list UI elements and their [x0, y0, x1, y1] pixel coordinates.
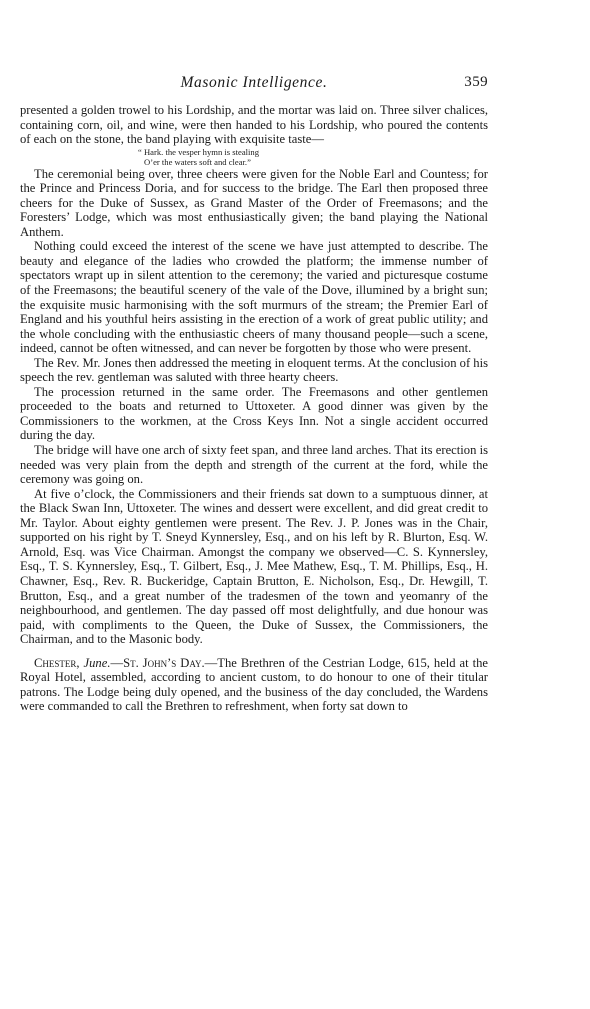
book-page — [20, 74, 488, 714]
verse-line: “ Hark. the vesper hymn is stealing — [138, 146, 259, 157]
paragraph-trowel: presented a golden trowel to his Lordship, and the mortar was laid on. Three silver chalices, containing corn, oil, and wine, were then handed to his Lordship, who poured the contents of each on the stone, the band playing with exquisite taste— — [20, 103, 488, 147]
verse-line: O’er the waters soft and clear.” — [144, 156, 251, 167]
paragraph-text: —The Brethren of the Cestrian Lodge, 615, held at the Royal Hotel, assembled, according to ancient custom, to do honour to one of their titular patrons. The Lodge being duly opened, and the business of the day concluded, the Wardens were commanded to call the Brethren to refreshment, when forty sat down to — [20, 655, 488, 714]
article-body — [20, 103, 488, 714]
page-number: 359 — [464, 74, 488, 90]
verse-quotation — [138, 147, 488, 167]
paragraph-procession: The procession returned in the same order. The Freemasons and other gentlemen proceeded to the boats and returned to Uttoxeter. A good dinner was given by the Commissioners to the workmen, at the Cross Keys Inn. Not a single accident occurred during the day. — [20, 384, 488, 443]
paragraph-chester — [20, 656, 488, 714]
feast-label: —St. John’s Day. — [110, 655, 205, 670]
paragraph-address: The Rev. Mr. Jones then addressed the meeting in eloquent terms. At the conclusion of his speech the rev. gentleman was saluted with three hearty cheers. — [20, 355, 488, 385]
section-gap — [20, 647, 488, 656]
place-name: Chester, — [34, 655, 80, 670]
paragraph-scene: Nothing could exceed the interest of the scene we have just attempted to describe. The beauty and elegance of the ladies who crowded the platform; the immense number of spectators wrapt up in silent attention to the ceremony; the varied and picturesque costume of the Freemasons; the beautiful scenery of the vale of the Dove, illumined by a bright sun; the exquisite music harmonising with the soft murmurs of the stream; the Premier Earl of England and his youthful heirs assisting in the erection of a work of great public utility; and the whole concluding with the enthusiastic cheers of many thousand people—such a scene, indeed, cannot be often witnessed, and can never be forgotten by those who were present. — [20, 239, 488, 356]
paragraph-dinner: At five o’clock, the Commissioners and their friends sat down to a sumptuous dinner, at the Black Swan Inn, Uttoxeter. The wines and dessert were excellent, and did great credit to Mr. Taylor. About eighty gentlemen were present. The Rev. J. P. Jones was in the Chair, supported on his right by T. Sneyd Kynnersley, Esq., and on his left by R. Blurton, Esq. W. Arnold, Esq. was Vice Chairman. Amongst the company we observed—C. S. Kynnersley, Esq., T. S. Kynnersley, Esq., T. Gilbert, Esq., J. Mee Mathew, Esq., T. M. Phillips, Esq., H. Chawner, Esq., Rev. R. Buckeridge, Captain Brutton, E. Nicholson, Esq., Dr. Hewgill, T. Brutton, Esq., and a great number of the tradesmen of the town and yeomanry of the neighbourhood, and gentlemen. The day passed off most delightfully, and due honour was paid, with compliments to the Queen, the Duke of Sussex, the Commissioners, the Chairman, and to the Masonic body. — [20, 486, 488, 647]
running-title: Masonic Intelligence. — [180, 74, 328, 91]
paragraph-bridge: The bridge will have one arch of sixty feet span, and three land arches. That its erection is needed was very plain from the depth and strength of the current at the ford, while the ceremony was going on. — [20, 443, 488, 487]
date-label: June. — [83, 655, 111, 670]
paragraph-ceremonial: The ceremonial being over, three cheers were given for the Noble Earl and Countess; for the Prince and Princess Doria, and for success to the bridge. The Earl then proposed three cheers for the Duke of Sussex, as Grand Master of the Order of Freemasons; and the Foresters’ Lodge, which was most enthusiastically given; the band playing the National Anthem. — [20, 166, 488, 239]
page-header — [20, 74, 488, 98]
